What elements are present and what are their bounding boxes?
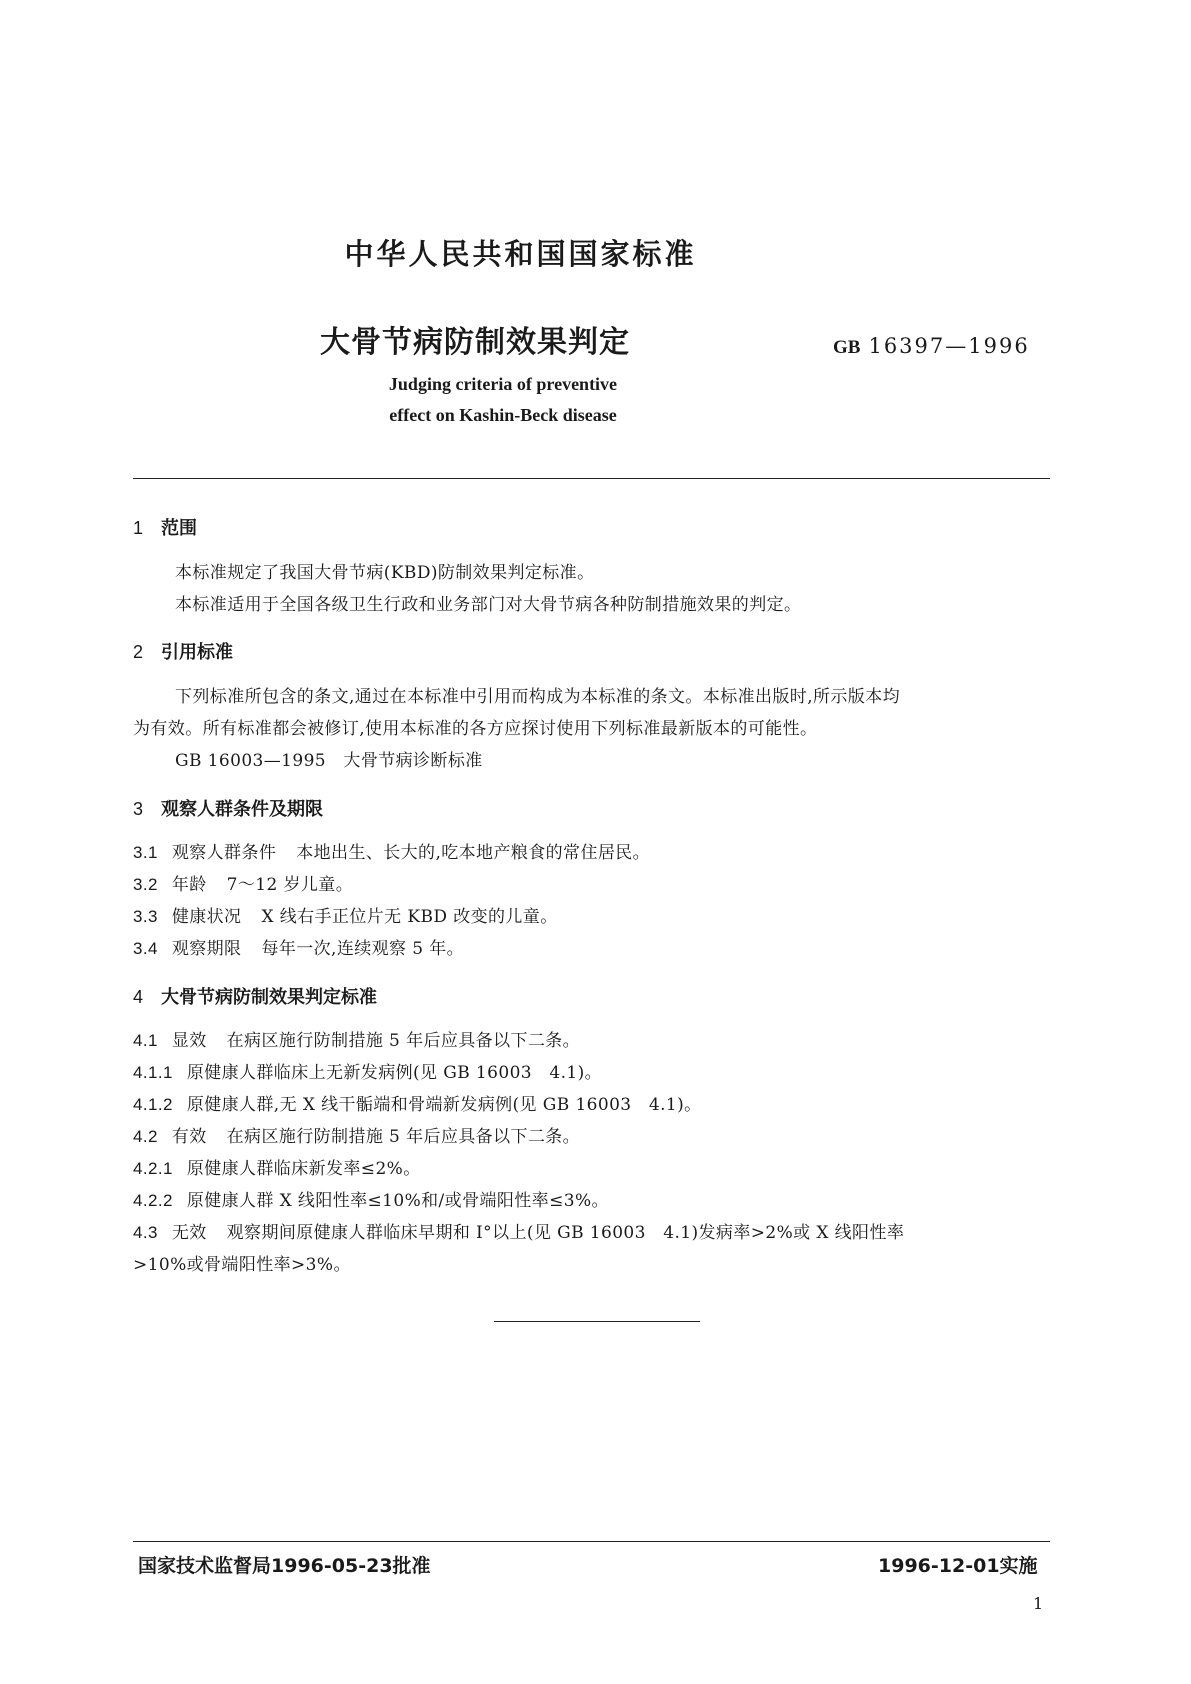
section-title: 大骨节病防制效果判定标准 [161, 987, 378, 1008]
footer-divider [133, 1541, 1050, 1542]
clause-number: 4.1.2 [133, 1095, 173, 1114]
clause-text: 原健康人群 X 线阳性率≤10%和/或骨端阳性率≤3%。 [186, 1191, 609, 1211]
clause-term: 健康状况 [171, 907, 242, 927]
section-number: 4 [133, 987, 144, 1007]
clause-text: 原健康人群临床新发率≤2%。 [186, 1159, 421, 1179]
approval-date: 国家技术监督局1996-05-23批准 [138, 1555, 431, 1577]
section-1-heading [133, 514, 197, 540]
clause-text: 本地出生、长大的,吃本地产粮食的常住居民。 [296, 843, 651, 863]
effective-date: 1996-12-01实施 [878, 1555, 1038, 1577]
clause-3-2 [133, 870, 353, 895]
section-1-para-2: 本标准适用于全国各级卫生行政和业务部门对大骨节病各种防制措施效果的判定。 [175, 595, 802, 615]
section-2-heading [133, 638, 233, 664]
clause-text: 原健康人群临床上无新发病例(见 GB 16003 4.1)。 [186, 1063, 603, 1083]
clause-text: X 线右手正位片无 KBD 改变的儿童。 [261, 907, 558, 927]
clause-text: 观察期间原健康人群临床早期和 I°以上(见 GB 16003 4.1)发病率>2%或 X 线阳性率 [226, 1223, 905, 1243]
document-title-en-line2: effect on Kashin-Beck disease [389, 405, 617, 425]
clause-4-2-1 [133, 1154, 441, 1179]
clause-number: 3.2 [133, 875, 158, 894]
clause-term: 年龄 [171, 875, 207, 895]
clause-number: 4.3 [133, 1223, 158, 1242]
clause-4-1-2 [133, 1090, 722, 1115]
clause-4-3-continuation: >10%或骨端阳性率>3%。 [133, 1255, 351, 1275]
clause-3-4 [133, 934, 464, 959]
document-title-en-line1: Judging criteria of preventive [388, 374, 618, 394]
clause-number: 3.1 [133, 843, 158, 862]
clause-number: 4.1 [133, 1031, 158, 1050]
section-title: 范围 [161, 518, 198, 539]
section-2-para-line1: 下列标准所包含的条文,通过在本标准中引用而构成为本标准的条文。本标准出版时,所示版本均 [175, 687, 901, 707]
clause-4-1 [133, 1026, 580, 1051]
clause-number: 4.1.1 [133, 1063, 173, 1082]
clause-text: 在病区施行防制措施 5 年后应具备以下二条。 [226, 1031, 581, 1051]
clause-term: 无效 [171, 1223, 207, 1243]
clause-term: 有效 [171, 1127, 207, 1147]
clause-4-3 [133, 1218, 904, 1243]
clause-3-3 [133, 902, 558, 927]
clause-text: 每年一次,连续观察 5 年。 [261, 939, 465, 959]
normative-reference: GB 16003—1995 大骨节病诊断标准 [175, 751, 483, 771]
section-title: 引用标准 [161, 642, 234, 663]
clause-4-2 [133, 1122, 580, 1147]
clause-term: 显效 [171, 1031, 207, 1051]
section-3-heading [133, 795, 323, 821]
standard-number [833, 334, 1030, 359]
clause-text: 7～12 岁儿童。 [226, 875, 354, 895]
section-title: 观察人群条件及期限 [161, 799, 324, 820]
document-title-zh: 大骨节病防制效果判定 [320, 325, 630, 360]
section-2-para-line2: 为有效。所有标准都会被修订,使用本标准的各方应探讨使用下列标准最新版本的可能性。 [133, 719, 818, 739]
section-4-heading [133, 983, 377, 1009]
end-of-text-rule [494, 1321, 700, 1322]
section-number: 3 [133, 799, 144, 819]
clause-number: 4.2.2 [133, 1191, 173, 1210]
section-number: 2 [133, 642, 144, 662]
clause-number: 4.2 [133, 1127, 158, 1146]
clause-4-2-2 [133, 1186, 629, 1211]
clause-4-1-1 [133, 1058, 622, 1083]
standard-prefix: GB [833, 337, 861, 358]
clause-number: 4.2.1 [133, 1159, 173, 1178]
clause-number: 3.3 [133, 907, 158, 926]
page-number: 1 [1033, 1594, 1044, 1613]
clause-3-1 [133, 838, 650, 863]
standard-code: 16397—1996 [868, 334, 1030, 358]
clause-number: 3.4 [133, 939, 158, 958]
header-divider [133, 478, 1050, 479]
section-number: 1 [133, 518, 144, 538]
clause-term: 观察人群条件 [171, 843, 277, 863]
clause-text: 原健康人群,无 X 线干骺端和骨端新发病例(见 GB 16003 4.1)。 [186, 1095, 702, 1115]
clause-term: 观察期限 [171, 939, 242, 959]
national-standard-heading: 中华人民共和国国家标准 [344, 237, 697, 271]
section-1-para-1: 本标准规定了我国大骨节病(KBD)防制效果判定标准。 [175, 563, 595, 583]
clause-text: 在病区施行防制措施 5 年后应具备以下二条。 [226, 1127, 581, 1147]
